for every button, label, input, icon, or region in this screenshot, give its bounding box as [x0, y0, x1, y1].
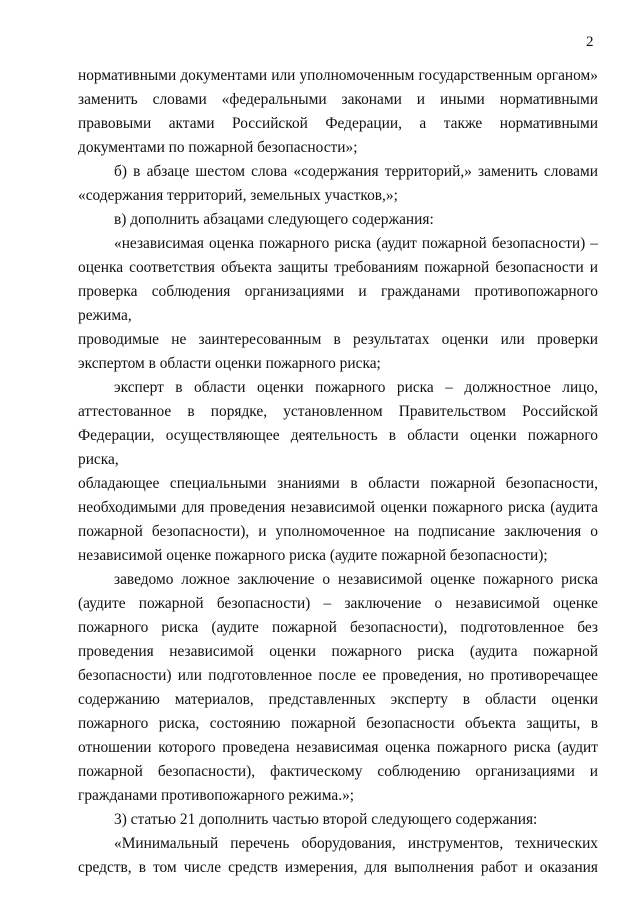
text-line: аттестованное в порядке, установленном Правительством Российской [78, 403, 598, 420]
text-line: экспертом в области оценки пожарного риска; [78, 355, 381, 372]
text-line: правовыми актами Российской Федерации, а также нормативными [78, 115, 598, 132]
text-line: 3) статью 21 дополнить частью второй следующего содержания: [114, 811, 538, 828]
text-line: «независимая оценка пожарного риска (аудит пожарной безопасности) – [114, 235, 598, 252]
text-line: документами по пожарной безопасности»; [78, 139, 358, 156]
text-line: оценка соответствия объекта защиты требованиям пожарной безопасности и [78, 259, 598, 276]
text-line: Федерации, осуществляющее деятельность в области оценки пожарного риска, [78, 427, 598, 468]
text-line: пожарной безопасности), фактическому соблюдению организациями и [78, 763, 598, 780]
page-number: 2 [586, 34, 594, 50]
text-line: гражданами противопожарного режима.»; [78, 787, 355, 804]
text-line: б) в абзаце шестом слова «содержания территорий,» заменить словами [114, 163, 598, 180]
text-line: содержанию материалов, представленных эксперту в области оценки [78, 691, 598, 708]
document-body [78, 64, 598, 880]
text-line: «Минимальный перечень оборудования, инструментов, технических [114, 835, 598, 852]
text-line: безопасности) или подготовленное после ее проведения, но противоречащее [78, 667, 598, 684]
text-line: отношении которого проведена независимая оценка пожарного риска (аудит [78, 739, 598, 756]
text-line: «содержания территорий, земельных участков,»; [78, 187, 398, 204]
text-line: независимой оценке пожарного риска (аудите пожарной безопасности); [78, 547, 548, 564]
text-line: пожарного риска (аудите пожарной безопасности), подготовленное без [78, 619, 598, 636]
text-line: заменить словами «федеральными законами и иными нормативными [78, 91, 598, 108]
text-line: обладающее специальными знаниями в области пожарной безопасности, [78, 475, 598, 492]
text-line: проводимые не заинтересованным в результатах оценки или проверки [78, 331, 598, 348]
text-line: (аудите пожарной безопасности) – заключение о независимой оценке [78, 595, 598, 612]
text-line: нормативными документами или уполномоченным государственным органом» [78, 67, 598, 84]
text-line: проведения независимой оценки пожарного риска (аудита пожарной [78, 643, 598, 660]
text-line: пожарного риска, состоянию пожарной безопасности объекта защиты, в [78, 715, 598, 732]
text-line: эксперт в области оценки пожарного риска – должностное лицо, [114, 379, 598, 396]
text-line: заведомо ложное заключение о независимой оценке пожарного риска [114, 571, 598, 588]
text-line: пожарной безопасности), и уполномоченное на подписание заключения о [78, 523, 598, 540]
text-line: проверка соблюдения организациями и гражданами противопожарного режима, [78, 283, 598, 324]
text-line: средств, в том числе средств измерения, для выполнения работ и оказания [78, 859, 598, 876]
text-line: необходимыми для проведения независимой оценки пожарного риска (аудита [78, 499, 598, 516]
text-line: в) дополнить абзацами следующего содержания: [114, 211, 434, 228]
